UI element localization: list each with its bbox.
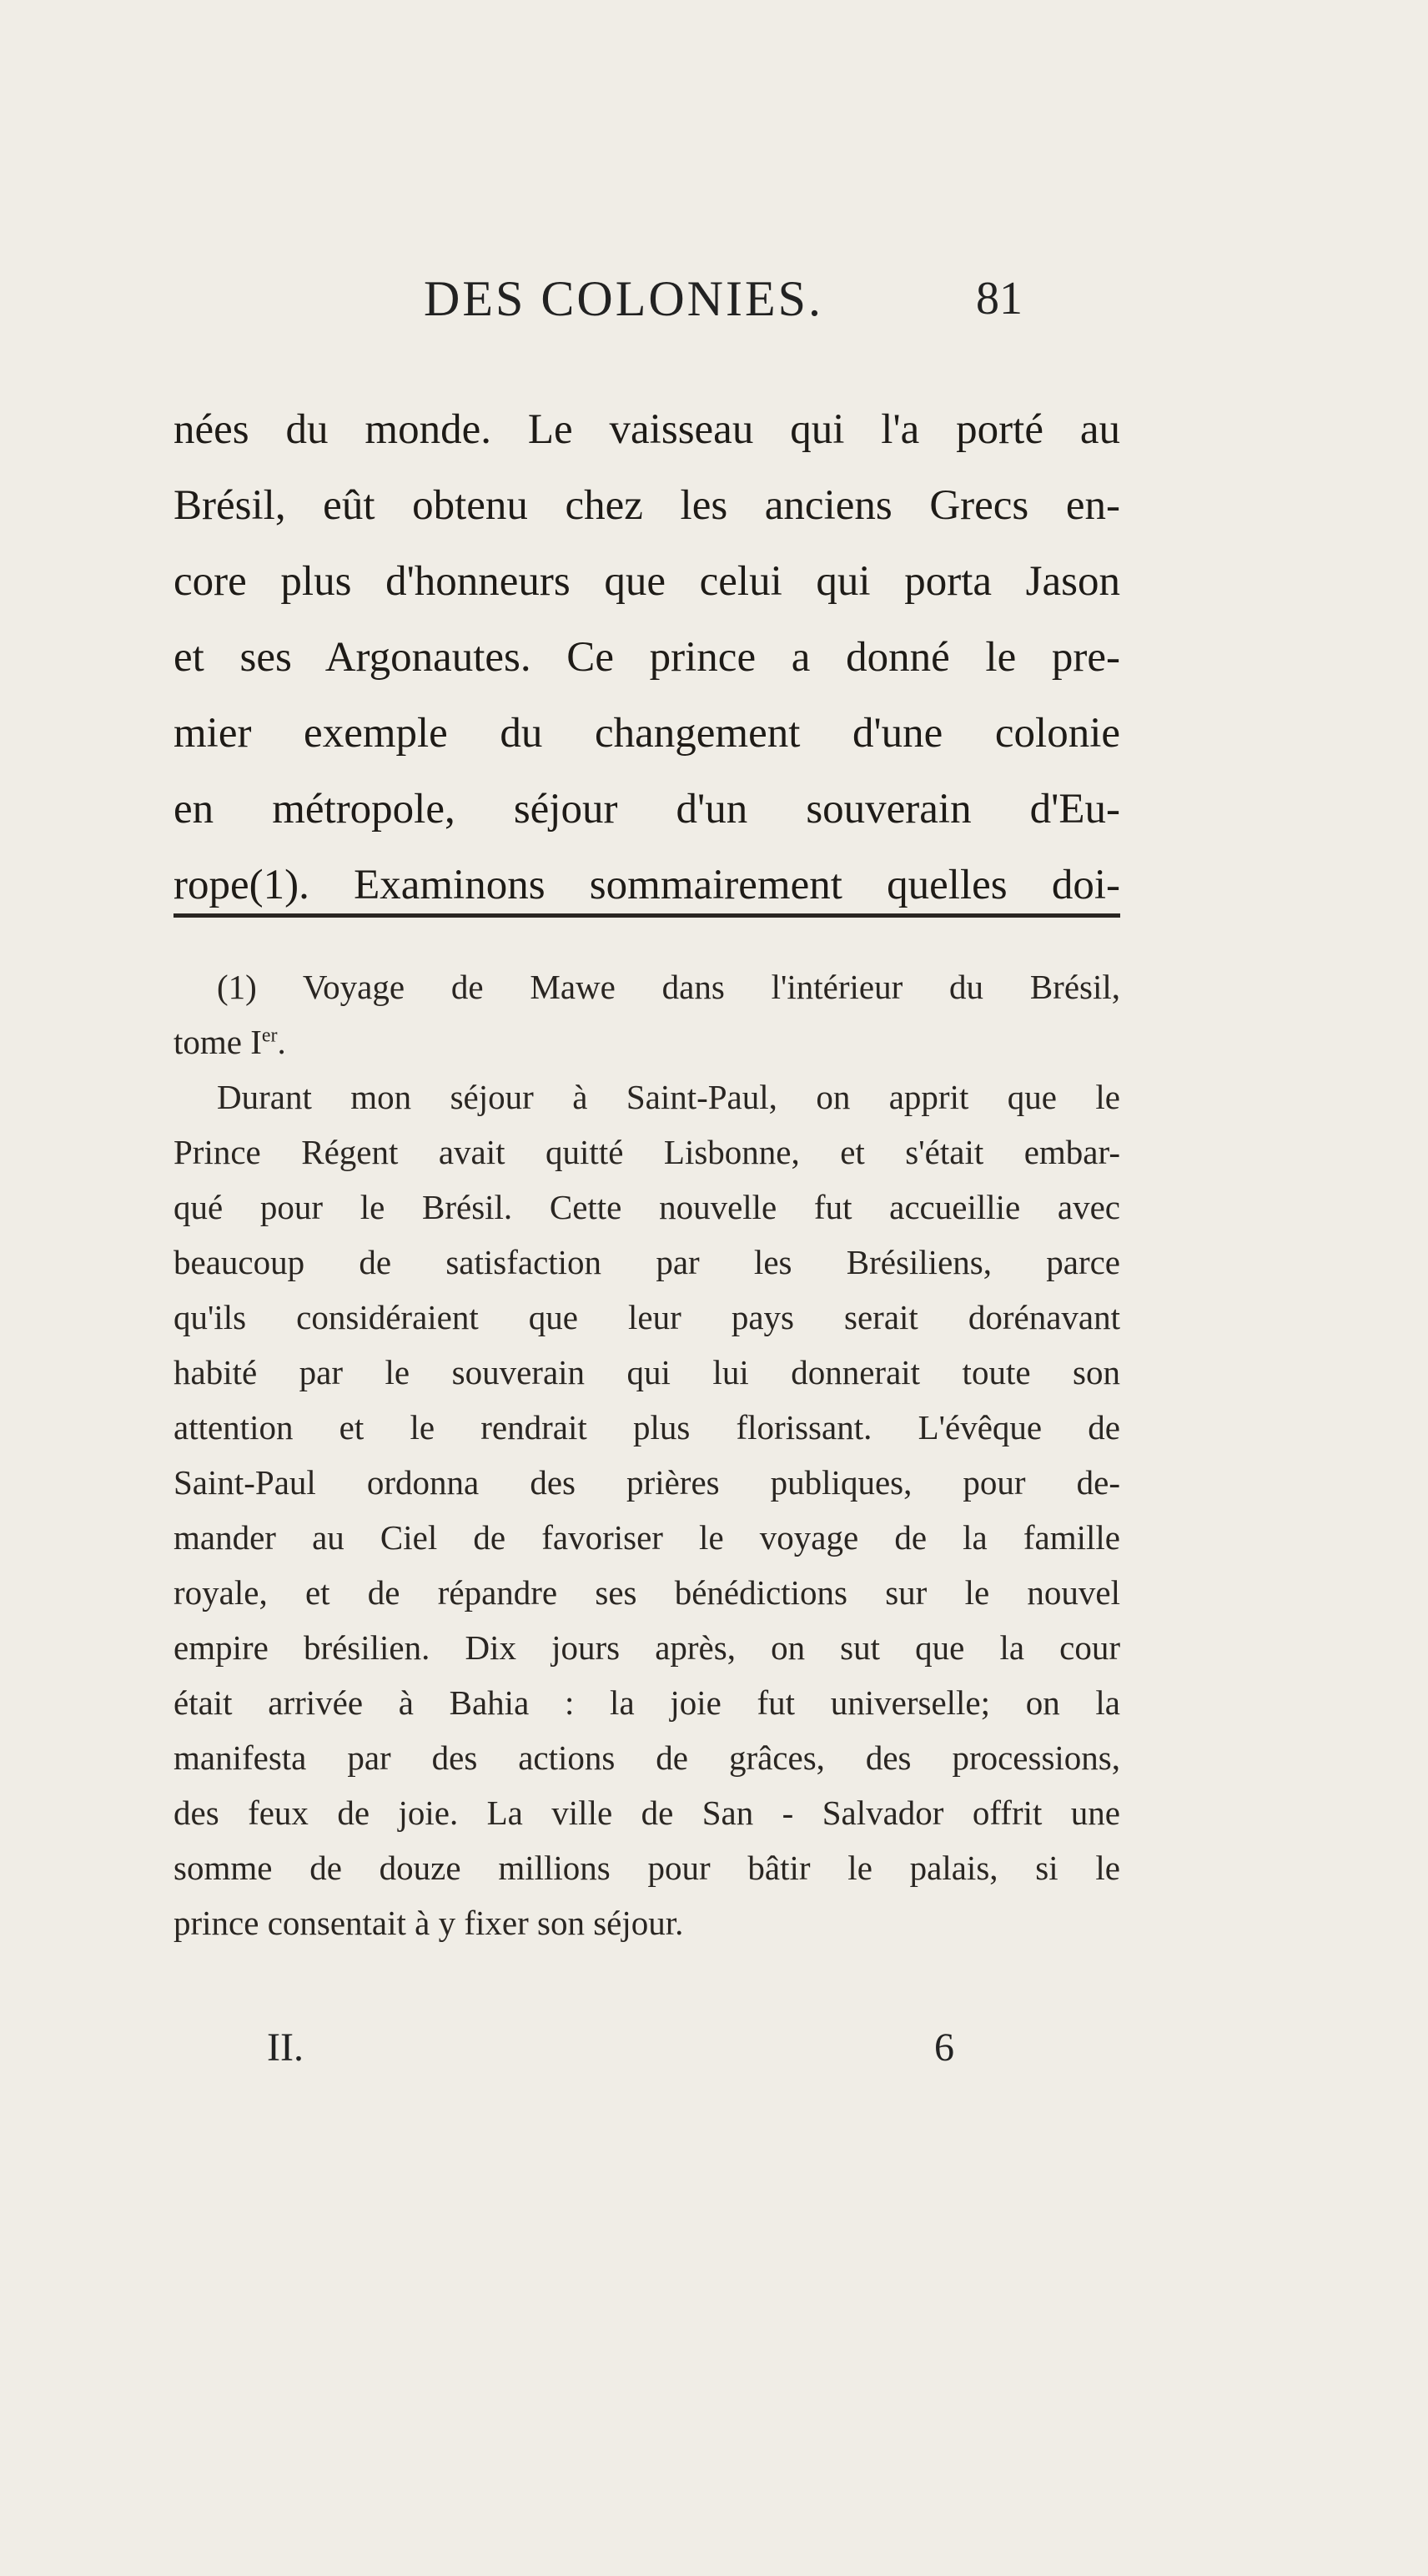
page-number: 81 [976,273,1023,325]
sheet-mark: 6 [934,2025,954,2070]
footnote-line: attention et le rendrait plus florissant. L'évêque de [173,1408,1120,1446]
footnote-line: Saint-Paul ordonna des prières publiques, pour de- [173,1463,1120,1502]
footnote-line: somme de douze millions pour bâtir le palais, si le [173,1849,1120,1887]
footnote-citation-tome [173,1014,1120,1069]
footnote-line: royale, et de répandre ses bénédictions sur le nouvel [173,1573,1120,1612]
footnote-line: manifesta par des actions de grâces, des processions, [173,1738,1120,1777]
main-text-line: et ses Argonautes. Ce prince a donné le pre- [173,634,1120,681]
main-text-line: en métropole, séjour d'un souverain d'Eu- [173,786,1120,833]
running-title: DES COLONIES. [424,271,824,326]
footnote-line: beaucoup de satisfaction par les Brésiliens, parce [173,1243,1120,1281]
footnote-last-line: prince consentait à y fixer son séjour. [173,1904,684,1942]
main-text-line: mier exemple du changement d'une colonie [173,710,1120,757]
tome-superscript: er [261,1024,278,1047]
tome-period: . [277,1023,286,1061]
tome-text: tome I [173,1023,262,1061]
main-text-line: Brésil, eût obtenu chez les anciens Grecs en- [173,482,1120,529]
main-text [173,392,1120,923]
signature-line [0,2019,1428,2077]
volume-mark: II. [267,2025,304,2070]
footnote-line: des feux de joie. La ville de San - Salvador offrit une [173,1794,1120,1832]
main-text-line: rope(1). Examinons sommairement quelles doi- [173,862,1120,908]
main-text-line: nées du monde. Le vaisseau qui l'a porté au [173,406,1120,453]
footnote-line: Durant mon séjour à Saint-Paul, on apprit que le [217,1078,1120,1116]
footnote-divider [173,913,1120,918]
footnote-line: Prince Régent avait quitté Lisbonne, et s'était embar- [173,1133,1120,1171]
footnote-line: qué pour le Brésil. Cette nouvelle fut accueillie avec [173,1188,1120,1226]
footnote-citation: (1) Voyage de Mawe dans l'intérieur du Brésil, [217,968,1120,1006]
footnote-line: habité par le souverain qui lui donnerait toute son [173,1353,1120,1391]
footnote-line: empire brésilien. Dix jours après, on sut que la cour [173,1628,1120,1667]
running-header [0,265,1428,332]
footnote-line: était arrivée à Bahia : la joie fut universelle; on la [173,1683,1120,1722]
footnote-line: mander au Ciel de favoriser le voyage de la famille [173,1518,1120,1557]
main-text-line: core plus d'honneurs que celui qui porta Jason [173,558,1120,605]
footnote [173,959,1120,1950]
footnote-line: qu'ils considéraient que leur pays serait dorénavant [173,1298,1120,1336]
